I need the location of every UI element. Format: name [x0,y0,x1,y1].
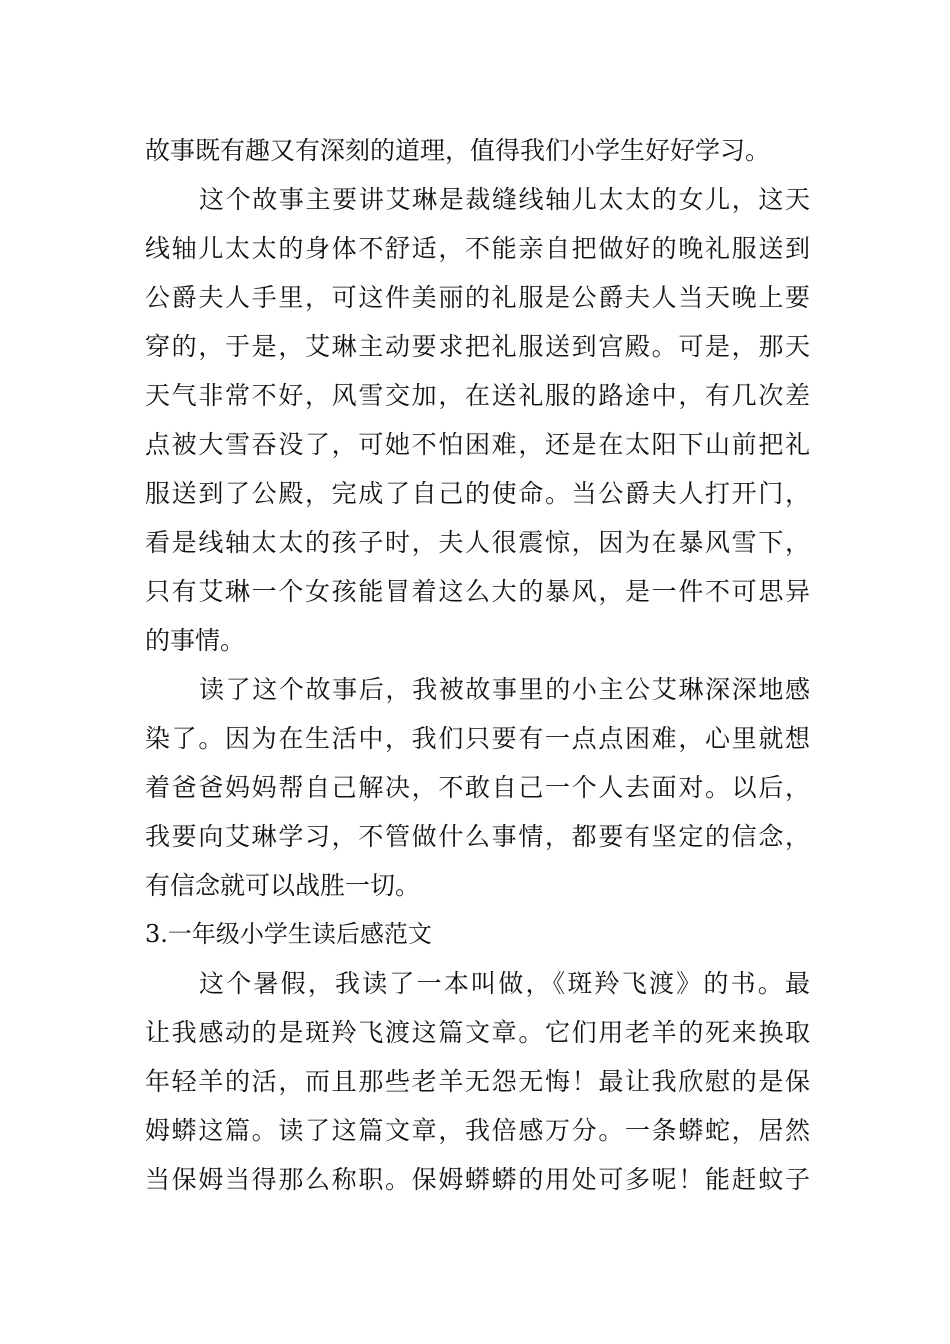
paragraph-3 [145,665,810,910]
paragraph-line: 的事情。 [145,626,246,655]
paragraph-line: 这个暑假，我读了一本叫做，《斑羚飞渡》的书。最 [199,969,810,998]
paragraph-line: 天气非常不好，风雪交加，在送礼服的路途中，有几次差 [145,381,810,410]
paragraph-line: 穿的，于是，艾琳主动要求把礼服送到宫殿。可是，那天 [145,332,810,361]
paragraph-line: 公爵夫人手里，可这件美丽的礼服是公爵夫人当天晚上要 [145,283,810,312]
section-heading: 3.一年级小学生读后感范文 [145,920,432,948]
paragraph-line: 我要向艾琳学习，不管做什么事情，都要有坚定的信念， [145,822,810,851]
paragraph-line: 让我感动的是斑羚飞渡这篇文章。它们用老羊的死来换取 [145,1018,810,1047]
paragraph-line: 服送到了公殿，完成了自己的使命。当公爵夫人打开门， [145,479,810,508]
paragraph-line: 有信念就可以战胜一切。 [145,871,421,900]
paragraph-line: 这个故事主要讲艾琳是裁缝线轴儿太太的女儿，这天 [199,185,810,214]
paragraph-line: 看是线轴太太的孩子时，夫人很震惊，因为在暴风雪下， [145,528,810,557]
paragraph-line: 线轴儿太太的身体不舒适，不能亲自把做好的晚礼服送到 [145,234,810,263]
paragraph-line: 故事既有趣又有深刻的道理，值得我们小学生好好学习。 [145,136,771,165]
paragraph-line: 年轻羊的活，而且那些老羊无怨无悔！最让我欣慰的是保 [145,1067,810,1096]
paragraph-line: 着爸爸妈妈帮自己解决，不敢自己一个人去面对。以后， [145,773,810,802]
paragraph-line: 当保姆当得那么称职。保姆蟒蟒的用处可多呢！能赶蚊子 [145,1165,810,1194]
paragraph-2 [145,175,810,665]
paragraph-line: 姆蟒这篇。读了这篇文章，我倍感万分。一条蟒蛇，居然 [145,1116,810,1145]
paragraph-1 [145,126,810,175]
paragraph-line: 只有艾琳一个女孩能冒着这么大的暴风，是一件不可思异 [145,577,810,606]
paragraph-line: 点被大雪吞没了，可她不怕困难，还是在太阳下山前把礼 [145,430,810,459]
paragraph-4 [145,959,810,1204]
paragraph-line: 染了。因为在生活中，我们只要有一点点困难，心里就想 [145,724,810,753]
document-body [145,126,810,1204]
paragraph-line: 读了这个故事后，我被故事里的小主公艾琳深深地感 [199,675,810,704]
